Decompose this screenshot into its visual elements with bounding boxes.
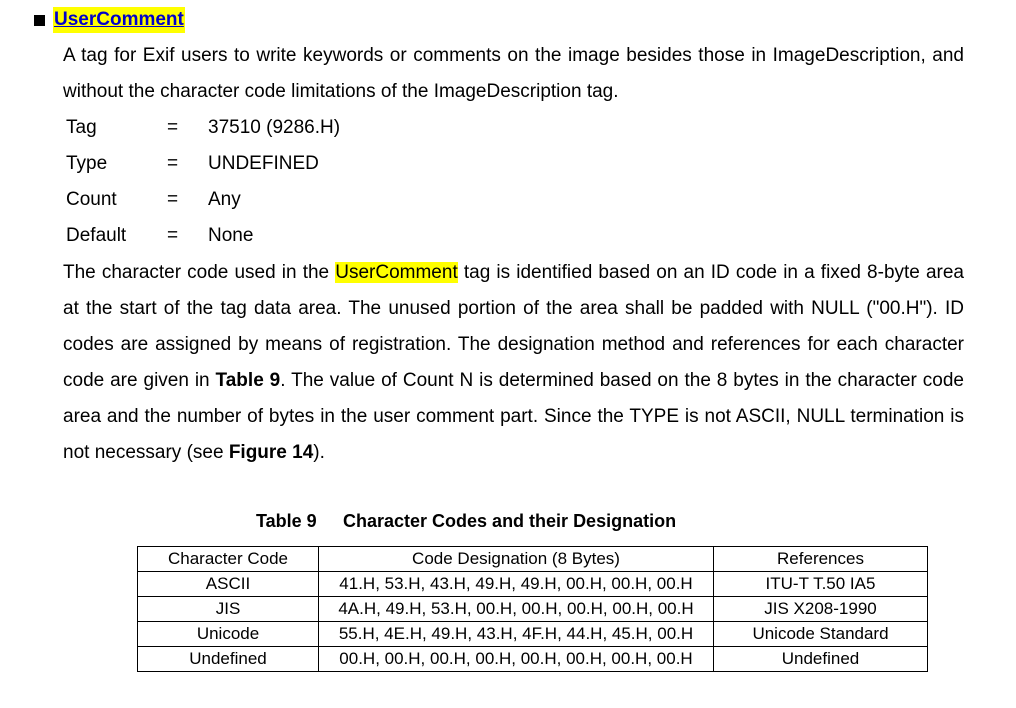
- square-bullet-icon: [34, 15, 45, 26]
- character-codes-table: [137, 546, 928, 672]
- table-cell: 55.H, 4E.H, 49.H, 43.H, 4F.H, 44.H, 45.H, 00.H: [319, 622, 714, 647]
- table-cell: Unicode: [138, 622, 319, 647]
- table-header-row: [138, 547, 928, 572]
- property-key: Type: [66, 153, 108, 174]
- table-cell: Unicode Standard: [714, 622, 928, 647]
- property-equals: =: [167, 225, 179, 246]
- table-cell: JIS: [138, 597, 319, 622]
- intro-paragraph: A tag for Exif users to write keywords or comments on the image besides those in ImageDescription, and without the character code limitations of the ImageDescription tag.: [63, 45, 964, 102]
- table-caption-title: Character Codes and their Designation: [343, 511, 677, 531]
- column-header: References: [714, 547, 928, 572]
- para-text: The character code used in the: [63, 262, 336, 283]
- table-cell: ITU-T T.50 IA5: [714, 572, 928, 597]
- heading-title[interactable]: UserComment: [53, 7, 185, 33]
- table-caption-number: Table 9: [256, 511, 317, 531]
- description-paragraph: [63, 255, 964, 471]
- property-equals: =: [167, 117, 179, 138]
- table-cell: ASCII: [138, 572, 319, 597]
- property-key: Tag: [66, 117, 97, 138]
- para-text: ).: [313, 442, 325, 463]
- figure-reference-link[interactable]: Figure 14: [228, 442, 314, 463]
- property-value: Any: [208, 189, 241, 210]
- table-cell: 00.H, 00.H, 00.H, 00.H, 00.H, 00.H, 00.H, 00.H: [319, 647, 714, 672]
- column-header: Character Code: [138, 547, 319, 572]
- table-row: [138, 622, 928, 647]
- table-row: [138, 647, 928, 672]
- table-cell: 41.H, 53.H, 43.H, 49.H, 49.H, 00.H, 00.H, 00.H: [319, 572, 714, 597]
- property-value: UNDEFINED: [208, 153, 319, 174]
- table-row: [138, 572, 928, 597]
- table-cell: Undefined: [714, 647, 928, 672]
- column-header: Code Designation (8 Bytes): [319, 547, 714, 572]
- property-key: Default: [66, 225, 127, 246]
- table-cell: 4A.H, 49.H, 53.H, 00.H, 00.H, 00.H, 00.H, 00.H: [319, 597, 714, 622]
- property-equals: =: [167, 153, 179, 174]
- table-cell: JIS X208-1990: [714, 597, 928, 622]
- usercomment-highlight: UserComment: [335, 262, 458, 283]
- property-value: None: [208, 225, 254, 246]
- property-equals: =: [167, 189, 179, 210]
- property-key: Count: [66, 189, 117, 210]
- property-value: 37510 (9286.H): [208, 117, 341, 138]
- table-cell: Undefined: [138, 647, 319, 672]
- section-heading: [34, 7, 185, 33]
- table-reference-link[interactable]: Table 9: [215, 370, 281, 391]
- para-text: . The value of Count N is determined based on the 8 bytes in the character code area and the number of bytes in the user comment part. Since the TYPE is not ASCII, NULL termination is not necessary (see: [63, 370, 964, 463]
- table-row: [138, 597, 928, 622]
- para-text: tag is identified based on an ID code in a fixed 8-byte area at the start of the tag data area. The unused portion of the area shall be padded with NULL ("00.H"). ID codes are assigned by means of registration. The designation method and references for each character code are given in: [63, 262, 965, 391]
